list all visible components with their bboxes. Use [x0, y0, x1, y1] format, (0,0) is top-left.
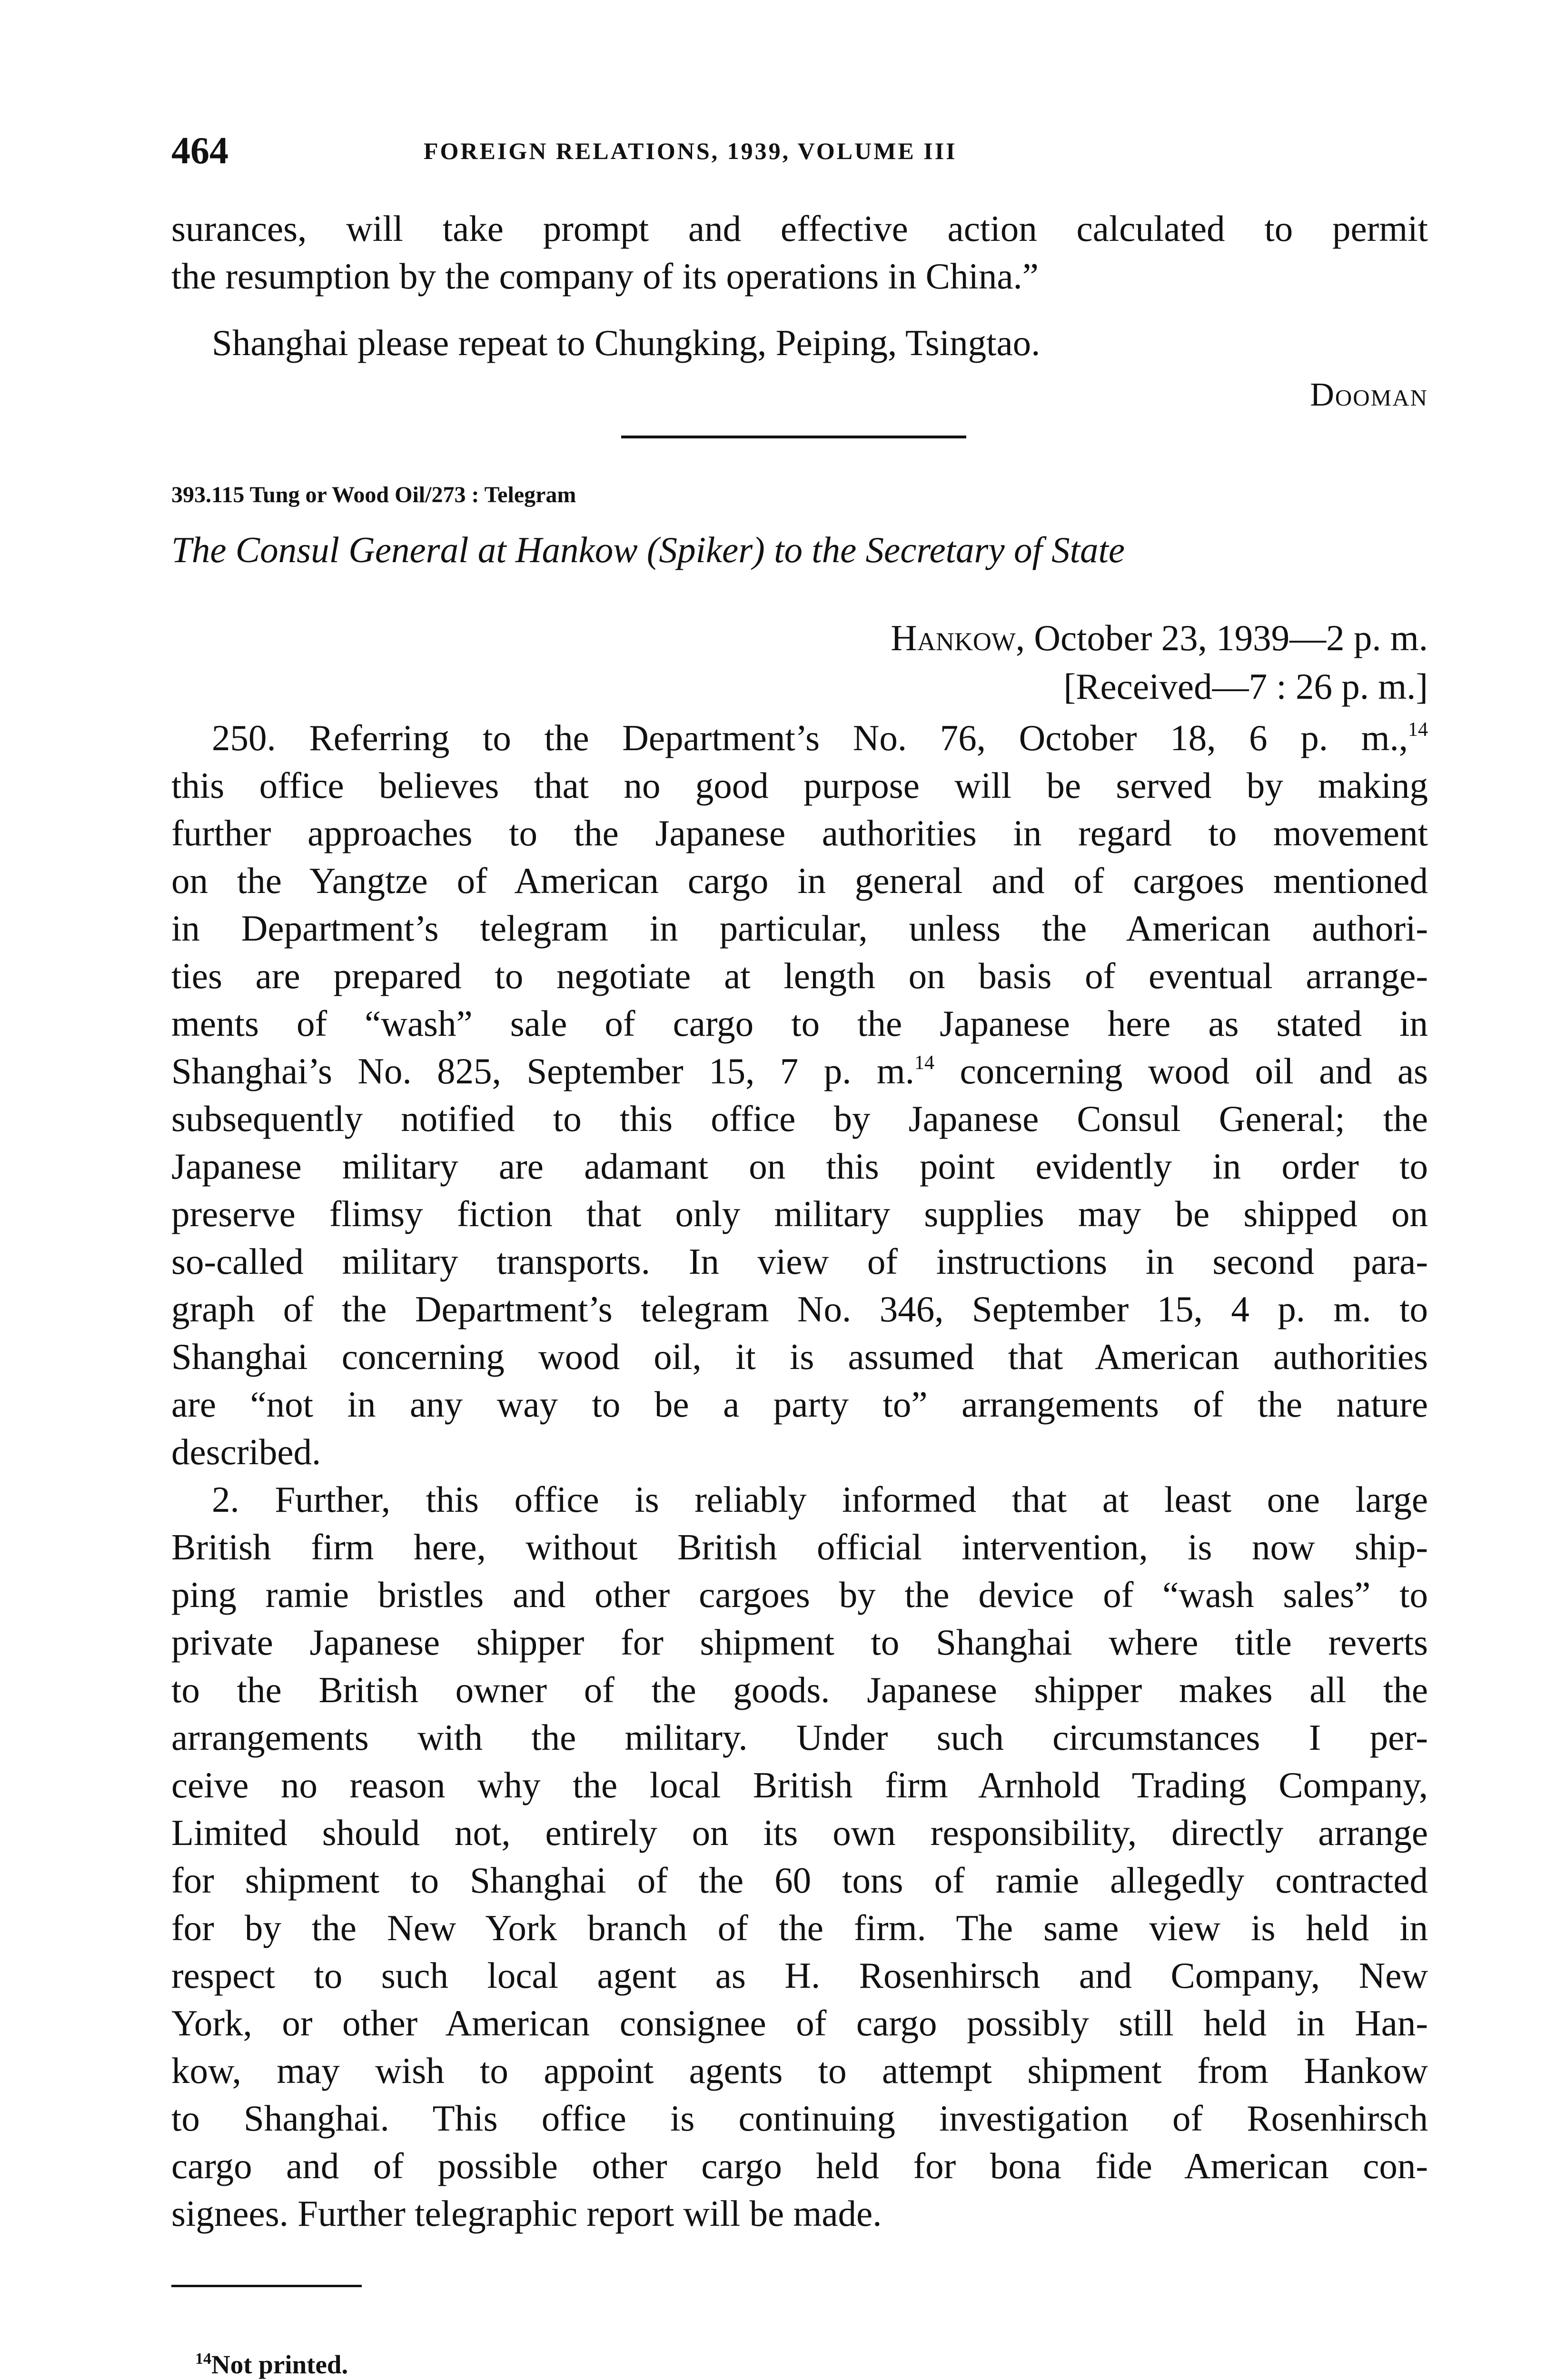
paragraph-line: ping ramie bristles and other cargoes by the device of “wash sales” to: [171, 1574, 1428, 1615]
paragraph-line: respect to such local agent as H. Rosenhirsch and Company, New: [171, 1955, 1428, 1996]
paragraph-line: subsequently notified to this office by Japanese Consul General; the: [171, 1098, 1428, 1139]
paragraph-line: for by the New York branch of the firm. The same view is held in: [171, 1907, 1428, 1948]
paragraph-line: York, or other American consignee of cargo possibly still held in Han-: [171, 2003, 1428, 2043]
paragraph-line: described.: [171, 1431, 321, 1472]
footnote-ref: 14: [1408, 719, 1428, 741]
dateline: [891, 614, 1428, 662]
paragraph-line: Limited should not, entirely on its own responsibility, directly arrange: [171, 1812, 1428, 1853]
paragraph-line: preserve flimsy fiction that only military supplies may be shipped on: [171, 1193, 1428, 1234]
page-header: [171, 125, 1428, 177]
paragraph-line: 2. Further, this office is reliably informed that at least one large: [212, 1479, 1428, 1520]
paragraph-line: further approaches to the Japanese authorities in regard to movement: [171, 813, 1428, 853]
text-line: Shanghai please repeat to Chungking, Peiping, Tsingtao.: [212, 322, 1041, 363]
text-segment: 250. Referring to the Department’s No. 76, October 18, 6 p. m.,: [212, 717, 1408, 758]
paragraph-line: this office believes that no good purpose will be served by making: [171, 765, 1428, 806]
footnote-marker: 14: [195, 2350, 211, 2368]
dateline-date: , October 23, 1939—2 p. m.: [1015, 617, 1428, 658]
paragraph-line: ments of “wash” sale of cargo to the Japanese here as stated in: [171, 1003, 1428, 1044]
paragraph-line: on the Yangtze of American cargo in general and of cargoes mentioned: [171, 860, 1428, 901]
dateline-place: Hankow: [891, 617, 1016, 658]
text-line: surances, will take prompt and effective action calculated to permit: [171, 208, 1428, 249]
paragraph-line: to the British owner of the goods. Japanese shipper makes all the: [171, 1669, 1428, 1710]
file-reference: 393.115 Tung or Wood Oil/273 : Telegram: [171, 482, 576, 507]
signature: Dooman: [1310, 377, 1428, 413]
paragraph-line: cargo and of possible other cargo held for bona fide American con-: [171, 2145, 1428, 2186]
paragraph-line: are “not in any way to be a party to” arrangements of the nature: [171, 1384, 1428, 1425]
paragraph-line: ceive no reason why the local British firm Arnhold Trading Company,: [171, 1765, 1428, 1805]
text-segment: concerning wood oil and as: [934, 1051, 1428, 1091]
paragraph-line: in Department’s telegram in particular, unless the American authori-: [171, 908, 1428, 949]
paragraph-line: [171, 1047, 1428, 1095]
paragraph-line: ties are prepared to negotiate at length on basis of eventual arrange-: [171, 955, 1428, 996]
paragraph-line: arrangements with the military. Under such circumstances I per-: [171, 1717, 1428, 1758]
text-segment: Shanghai’s No. 825, September 15, 7 p. m.: [171, 1051, 915, 1091]
footnote-divider: [171, 2285, 362, 2287]
paragraph-line: kow, may wish to appoint agents to attempt shipment from Hankow: [171, 2050, 1428, 2091]
paragraph-line: private Japanese shipper for shipment to Shanghai where title reverts: [171, 1622, 1428, 1663]
paragraph-line: graph of the Department’s telegram No. 346, September 15, 4 p. m. to: [171, 1289, 1428, 1329]
footnote: [195, 2346, 348, 2380]
footnote-ref: 14: [914, 1052, 935, 1074]
paragraph-line: [212, 714, 1428, 762]
paragraph-line: Japanese military are adamant on this point evidently in order to: [171, 1146, 1428, 1187]
section-divider: [621, 436, 966, 438]
paragraph-line: British firm here, without British official intervention, is now ship-: [171, 1527, 1428, 1567]
paragraph-line: to Shanghai. This office is continuing investigation of Rosenhirsch: [171, 2098, 1428, 2139]
paragraph-line: Shanghai concerning wood oil, it is assumed that American authorities: [171, 1336, 1428, 1377]
footnote-text: Not printed.: [211, 2350, 348, 2379]
document-title: The Consul General at Hankow (Spiker) to the Secretary of State: [171, 529, 1125, 570]
text-line: the resumption by the company of its operations in China.”: [171, 256, 1039, 297]
paragraph-line: signees. Further telegraphic report will be made.: [171, 2193, 882, 2234]
page-number: 464: [171, 130, 228, 172]
paragraph-line: for shipment to Shanghai of the 60 tons of ramie allegedly contracted: [171, 1860, 1428, 1901]
paragraph-line: so-called military transports. In view of instructions in second para-: [171, 1241, 1428, 1282]
running-title: FOREIGN RELATIONS, 1939, VOLUME III: [424, 138, 957, 164]
received-time: [Received—7 : 26 p. m.]: [1063, 666, 1428, 707]
